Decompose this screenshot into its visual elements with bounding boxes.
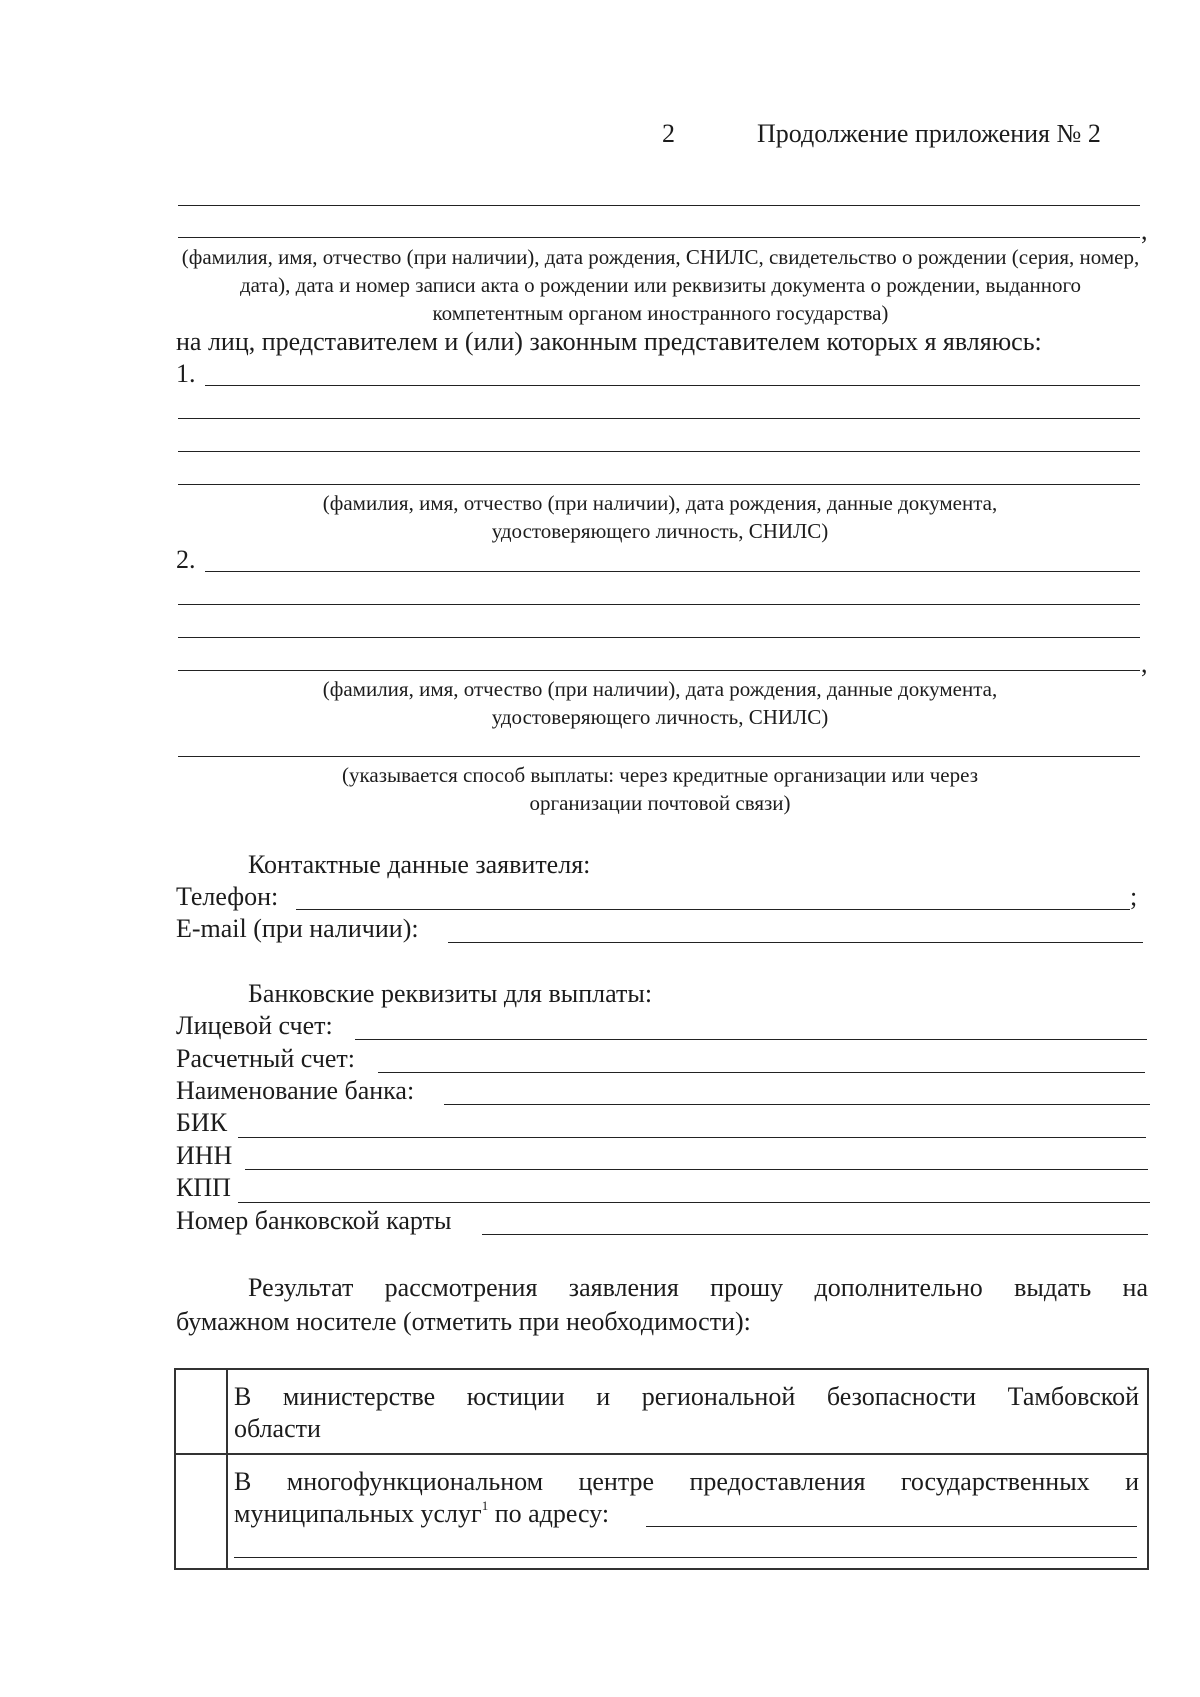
blank-line[interactable] — [178, 205, 1140, 206]
card-number-label: Номер банковской карты — [176, 1206, 452, 1235]
person-2-hint: (фамилия, имя, отчество (при наличии), дата рождения, данные документа, удостоверяющего личность, СНИЛС) — [322, 677, 998, 729]
bank-name-label: Наименование банка: — [176, 1076, 415, 1105]
bank-heading: Банковские реквизиты для выплаты: — [248, 979, 653, 1008]
settlement-account-field[interactable] — [378, 1072, 1145, 1073]
person-1-line[interactable] — [178, 451, 1140, 452]
settlement-account-label: Расчетный счет: — [176, 1044, 356, 1073]
footnote-marker: 1 — [481, 1498, 489, 1514]
blank-line[interactable] — [178, 237, 1140, 238]
email-field[interactable] — [448, 942, 1143, 943]
phone-field[interactable] — [296, 909, 1130, 910]
account-label: Лицевой счет: — [176, 1011, 333, 1040]
person-2-number: 2. — [176, 545, 196, 574]
page-number: 2 — [662, 119, 675, 148]
person-2-line[interactable] — [178, 637, 1140, 638]
phone-label: Телефон: — [176, 882, 279, 911]
checkbox-ministry[interactable] — [176, 1370, 226, 1453]
kpp-label: КПП — [176, 1173, 231, 1202]
payment-hint: (указывается способ выплаты: через кредитные организации или через организации почтовой связи) — [342, 763, 978, 815]
account-field[interactable] — [355, 1039, 1147, 1040]
options-table — [174, 1368, 1149, 1570]
kpp-field[interactable] — [238, 1202, 1150, 1203]
checkbox-mfc[interactable] — [176, 1455, 226, 1568]
option-mfc-line1: В многофункциональном центре предоставления государственных и — [234, 1467, 1139, 1496]
contacts-heading: Контактные данные заявителя: — [248, 850, 591, 879]
inn-field[interactable] — [245, 1169, 1148, 1170]
semicolon: ; — [1130, 882, 1138, 911]
page-title: Продолжение приложения № 2 — [757, 119, 1101, 148]
mfc-address-field[interactable] — [646, 1526, 1137, 1527]
section1-hint: (фамилия, имя, отчество (при наличии), дата рождения, СНИЛС, свидетельство о рождении (серия, номер, дата), дата и номер записи акта о рождении или реквизиты документа о рождении, выданного компетентным органом иностранного государства) — [181, 245, 1140, 325]
result-text-line1: Результат рассмотрения заявления прошу дополнительно выдать на — [248, 1273, 1148, 1302]
person-1-hint: (фамилия, имя, отчество (при наличии), дата рождения, данные документа, удостоверяющего личность, СНИЛС) — [322, 491, 998, 543]
person-2-line[interactable] — [178, 670, 1140, 671]
bik-field[interactable] — [238, 1137, 1146, 1138]
bik-label: БИК — [176, 1108, 228, 1137]
section1-intro: на лиц, представителем и (или) законным представителем которых я являюсь: — [176, 327, 1042, 356]
comma: , — [1141, 216, 1148, 245]
email-label: E-mail (при наличии): — [176, 914, 419, 943]
option-mfc-text: муниципальных услуг — [234, 1499, 482, 1528]
comma: , — [1141, 649, 1148, 678]
payment-method-line[interactable] — [178, 756, 1140, 757]
inn-label: ИНН — [176, 1141, 233, 1170]
option-mfc-line2 — [234, 1498, 609, 1530]
option-mfc-address-label: по адресу: — [488, 1499, 610, 1528]
card-number-field[interactable] — [482, 1234, 1148, 1235]
bank-name-field[interactable] — [444, 1104, 1150, 1105]
person-1-line[interactable] — [178, 418, 1140, 419]
result-text-line2: бумажном носителе (отметить при необходимости): — [176, 1307, 751, 1336]
person-1-number: 1. — [176, 359, 196, 388]
person-2-line[interactable] — [178, 604, 1140, 605]
person-1-line[interactable] — [205, 385, 1140, 386]
option-ministry-line1: В министерстве юстиции и региональной безопасности Тамбовской — [234, 1382, 1139, 1411]
person-1-line[interactable] — [178, 484, 1140, 485]
option-ministry-line2: области — [234, 1414, 321, 1443]
person-2-line[interactable] — [205, 571, 1140, 572]
mfc-address-field[interactable] — [234, 1557, 1137, 1558]
